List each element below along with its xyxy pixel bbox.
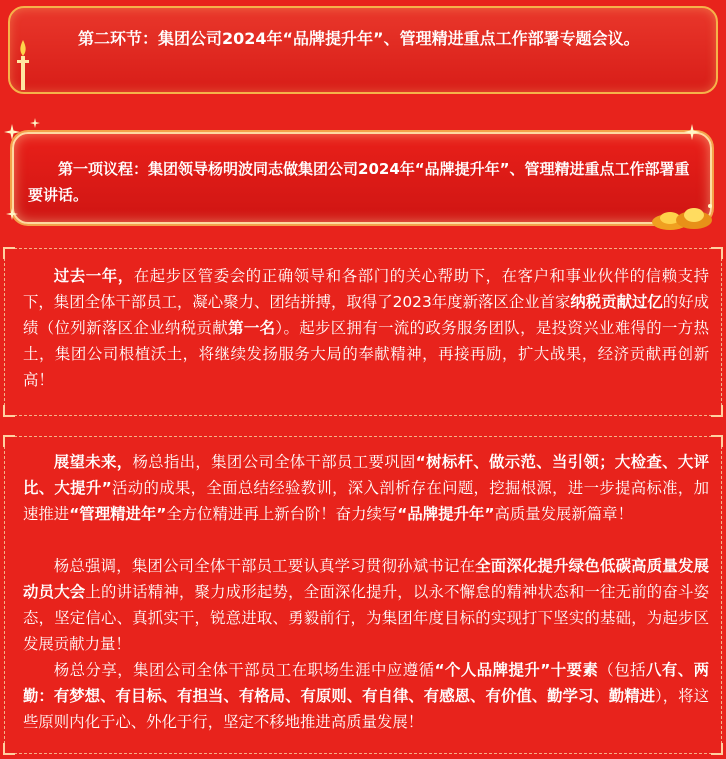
text-run: 杨总分享，集团公司全体干部员工在职场生涯中应遵循	[53, 661, 435, 679]
text-run: 全方位精进再上新台阶！奋力续写	[166, 505, 398, 523]
review-paragraph	[23, 263, 709, 393]
bold-text: 第一名	[228, 319, 276, 337]
outlook-paragraph	[23, 449, 709, 527]
text-run: 杨总指出，集团公司全体干部员工要巩固	[132, 453, 416, 471]
text-run: 上的讲话精神，聚力成形起势，全面深化提升，以永不懈怠的精神状态和一往无前的奋斗姿态，坚定信心、真抓实干，锐意进取、勇毅前行，为集团年度目标的实现打下坚实的基础，为起步区发展贡献力量！	[23, 583, 709, 653]
agenda-title: 第一项议程：集团领导杨明波同志做集团公司2024年“品牌提升年”、管理精进重点工作部署重要讲话。	[28, 160, 690, 204]
text-run: 的好成绩（位列新落区企业纳税贡献	[23, 293, 709, 337]
bold-text: “品牌提升年”	[397, 505, 495, 523]
bold-text: “管理精进年”	[69, 505, 167, 523]
bold-text: 纳税贡献过亿	[570, 293, 663, 311]
text-run: 杨总强调，集团公司全体干部员工要认真学习贯彻孙斌书记在	[53, 557, 476, 575]
gold-ingot-icon	[648, 198, 714, 234]
text-run: 活动的成果，全面总结经验教训，深入剖析存在问题，挖掘根源，进一步提高标准，加速推进	[23, 479, 709, 523]
bold-text: “树标杆、做示范、当引领；大检查、大评比、大提升”	[23, 453, 709, 497]
sparkle-icon	[4, 124, 20, 140]
bold-text: 全面深化提升绿色低碳高质量发展动员大会	[23, 557, 709, 601]
section-heading-banner	[8, 6, 718, 94]
text-run: 在起步区管委会的正确领导和各部门的关心帮助下，在客户和事业伙伴的信赖支持下，集团全体干部员工，凝心聚力、团结拼搏，取得了2023年度新落区企业首家	[23, 267, 709, 311]
sparkle-icon	[6, 208, 18, 220]
sharing-paragraph	[23, 657, 709, 735]
text-run: ），将这些原则内化于心、外化于行，坚定不移地推进高质量发展！	[23, 687, 709, 731]
sparkle-icon	[30, 118, 40, 128]
bold-text: “个人品牌提升”十要素	[434, 661, 599, 679]
review-section	[4, 248, 722, 416]
emphasis-paragraph	[23, 553, 709, 657]
sparkle-icon	[684, 124, 700, 140]
text-run: 高质量发展新篇章！	[494, 505, 633, 523]
section-title: 第二环节：集团公司2024年“品牌提升年”、管理精进重点工作部署专题会议。	[78, 29, 640, 48]
agenda-banner	[12, 132, 712, 224]
bold-text: 过去一年，	[53, 267, 134, 285]
bold-text: 展望未来，	[53, 453, 133, 471]
bold-text: 八有、两勤：有梦想、有目标、有担当、有格局、有原则、有自律、有感恩、有价值、勤学习、勤精进	[23, 661, 709, 705]
text-run: ）。起步区拥有一流的政务服务团队，是投资兴业难得的一方热土，集团公司根植沃土，将继续发扬服务大局的奉献精神，再接再励，扩大战果，经济贡献再创新高！	[23, 319, 709, 389]
outlook-section	[4, 436, 722, 754]
text-run: （包括	[598, 661, 646, 679]
torch-icon	[16, 38, 30, 90]
